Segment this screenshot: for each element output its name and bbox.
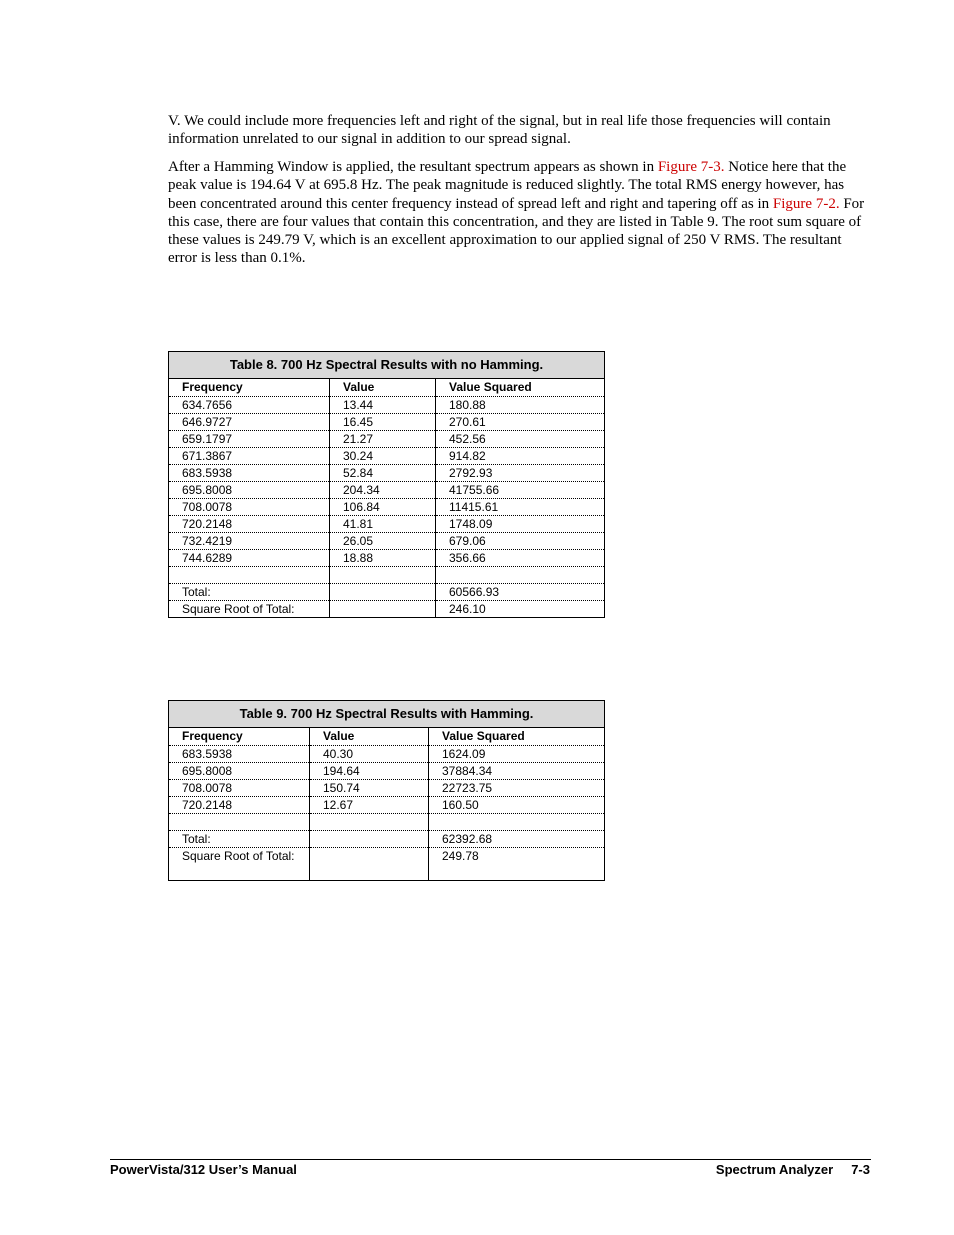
table-cell: Total: (169, 584, 330, 601)
table-row (169, 550, 605, 567)
table-cell: 2792.93 (436, 465, 605, 482)
table-cell: 150.74 (310, 780, 429, 797)
table-cell: 634.7656 (169, 397, 330, 414)
table-cell: 671.3867 (169, 448, 330, 465)
table-cell: 695.8008 (169, 482, 330, 499)
table-row (169, 746, 605, 763)
table-row (169, 465, 605, 482)
table-row (169, 448, 605, 465)
table-cell: 732.4219 (169, 533, 330, 550)
table-cell: 194.64 (310, 763, 429, 780)
table-cell: 106.84 (330, 499, 436, 516)
table-cell: 41755.66 (436, 482, 605, 499)
table-cell: 695.8008 (169, 763, 310, 780)
table-cell: 180.88 (436, 397, 605, 414)
table-cell: 160.50 (429, 797, 605, 814)
table-row (169, 780, 605, 797)
table-cell: 744.6289 (169, 550, 330, 567)
paragraph-text: Notice here that the peak value is 194.64 V at 695.8 Hz. The peak magnitude is reduced slightly. The total RMS energy however, has been concentrated around this center frequency instead of spread left and right and tapering off as in (168, 159, 847, 212)
table-cell: 708.0078 (169, 780, 310, 797)
table-row (169, 831, 605, 848)
table-cell: 708.0078 (169, 499, 330, 516)
table-8-header-value-squared: Value Squared (436, 379, 605, 397)
footer-page-number: 7-3 (851, 1162, 870, 1177)
table-cell: 22723.75 (429, 780, 605, 797)
table-cell: 62392.68 (429, 831, 605, 848)
table-cell: 30.24 (330, 448, 436, 465)
table-cell: 452.56 (436, 431, 605, 448)
table-row (169, 533, 605, 550)
table-row (169, 482, 605, 499)
table-row (169, 414, 605, 431)
table-row (169, 797, 605, 814)
table-cell: 249.78 (429, 848, 605, 881)
table-9-header-frequency: Frequency (169, 728, 310, 746)
table-8-header-frequency: Frequency (169, 379, 330, 397)
table-cell: 270.61 (436, 414, 605, 431)
table-row (169, 397, 605, 414)
table-cell: 37884.34 (429, 763, 605, 780)
table-row (169, 584, 605, 601)
table-cell: 646.9727 (169, 414, 330, 431)
table-cell (330, 567, 436, 584)
table-cell: 40.30 (310, 746, 429, 763)
table-cell: 683.5938 (169, 465, 330, 482)
table-row (169, 516, 605, 533)
table-9-caption: Table 9. 700 Hz Spectral Results with Hamming. (169, 701, 605, 728)
table-9 (168, 700, 605, 881)
table-cell (169, 814, 310, 831)
table-cell: 41.81 (330, 516, 436, 533)
table-cell (330, 601, 436, 618)
table-cell: 720.2148 (169, 516, 330, 533)
footer-section-name: Spectrum Analyzer (715, 1162, 834, 1177)
table-cell (169, 567, 330, 584)
table-cell: 12.67 (310, 797, 429, 814)
figure-7-2-link[interactable]: Figure 7-2. (772, 195, 840, 212)
table-cell (310, 831, 429, 848)
table-9-header-value-squared: Value Squared (429, 728, 605, 746)
footer-section (716, 1162, 870, 1177)
footer-divider (110, 1159, 871, 1160)
table-8-header-value: Value (330, 379, 436, 397)
table-row (169, 848, 605, 881)
table-cell (330, 584, 436, 601)
table-cell: 720.2148 (169, 797, 310, 814)
table-row (169, 567, 605, 584)
table-row (169, 814, 605, 831)
table-row (169, 499, 605, 516)
hamming-paragraph (168, 158, 868, 268)
table-cell: 204.34 (330, 482, 436, 499)
table-cell (429, 814, 605, 831)
paragraph-text: After a Hamming Window is applied, the resultant spectrum appears as shown in (168, 159, 658, 175)
table-row (169, 431, 605, 448)
table-cell (310, 814, 429, 831)
table-cell: 679.06 (436, 533, 605, 550)
table-cell: 11415.61 (436, 499, 605, 516)
table-cell: 52.84 (330, 465, 436, 482)
table-cell: Total: (169, 831, 310, 848)
figure-7-3-link[interactable]: Figure 7-3. (657, 159, 725, 175)
table-8 (168, 351, 605, 618)
table-cell: 60566.93 (436, 584, 605, 601)
table-cell: 356.66 (436, 550, 605, 567)
table-cell: 13.44 (330, 397, 436, 414)
table-cell: Square Root of Total: (169, 848, 310, 881)
table-cell: 659.1797 (169, 431, 330, 448)
table-cell: 21.27 (330, 431, 436, 448)
table-cell: 246.10 (436, 601, 605, 618)
table-8-caption: Table 8. 700 Hz Spectral Results with no Hamming. (169, 352, 605, 379)
table-cell: 683.5938 (169, 746, 310, 763)
table-cell (436, 567, 605, 584)
table-cell: 914.82 (436, 448, 605, 465)
table-row (169, 763, 605, 780)
table-cell: Square Root of Total: (169, 601, 330, 618)
table-cell: 26.05 (330, 533, 436, 550)
table-cell (310, 848, 429, 881)
table-9-header-value: Value (310, 728, 429, 746)
table-cell: 18.88 (330, 550, 436, 567)
table-cell: 1748.09 (436, 516, 605, 533)
table-row (169, 601, 605, 618)
table-cell: 16.45 (330, 414, 436, 431)
footer-manual-title: PowerVista/312 User’s Manual (110, 1162, 297, 1177)
intro-paragraph: V. We could include more frequencies left and right of the signal, but in real life those frequencies will contain information unrelated to our signal in addition to our spread signal. (168, 113, 831, 148)
paragraph-text: For this case, there are four values that contain this concentration, and they are listed in Table 9. The root sum square of these values is 249.79 V, which is an excellent approximation to our applied signal of 250 V RMS. The resultant error is less than 0.1%. (168, 195, 865, 267)
table-cell: 1624.09 (429, 746, 605, 763)
